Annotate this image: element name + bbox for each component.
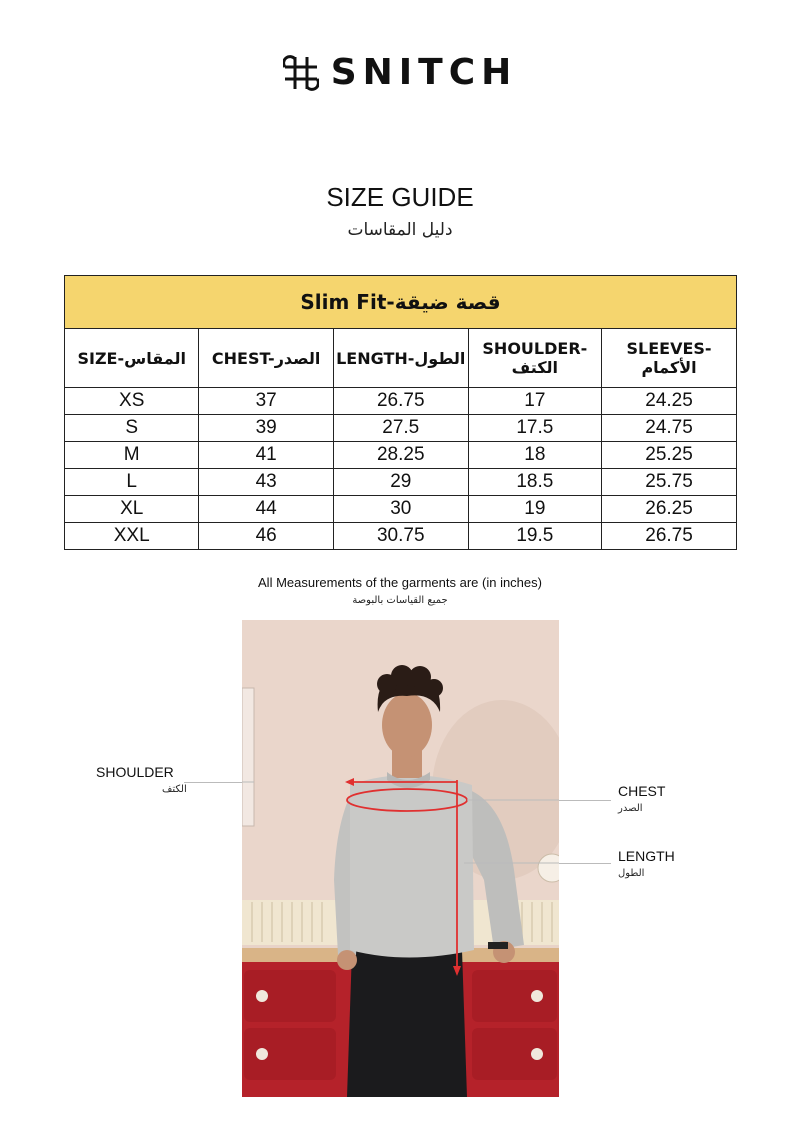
brand-logo: [0, 52, 800, 93]
table-row: [65, 415, 737, 442]
table-row: [65, 442, 737, 469]
snitch-logo-icon: [283, 55, 319, 91]
fit-label: Slim Fit-قصة ضيقة: [65, 276, 737, 329]
page-title: SIZE GUIDE: [326, 182, 474, 212]
cell-shoulder: 19: [468, 496, 601, 523]
cell-sleeves: 26.25: [602, 496, 737, 523]
length-pointer-line: [559, 863, 611, 864]
column-header-row: [65, 329, 737, 388]
cell-size: S: [65, 415, 199, 442]
cell-chest: 39: [199, 415, 333, 442]
measurement-note-arabic: جميع القياسات بالبوصة: [352, 595, 448, 606]
cell-shoulder: 17.5: [468, 415, 601, 442]
table-row: [65, 469, 737, 496]
cell-chest: 43: [199, 469, 333, 496]
cell-size: L: [65, 469, 199, 496]
column-header-chest: CHEST-الصدر: [199, 329, 333, 388]
cell-length: 30: [333, 496, 468, 523]
cell-length: 29: [333, 469, 468, 496]
column-header-sleeves: SLEEVES- الأكمام: [602, 329, 737, 388]
cell-length: 30.75: [333, 523, 468, 550]
model-photo: [242, 620, 559, 1097]
shoulder-pointer-line: [184, 782, 242, 783]
length-label: LENGTH: [618, 848, 675, 864]
brand-name: SNITCH: [330, 52, 518, 93]
table-row: [65, 388, 737, 415]
page-title-arabic: دليل المقاسات: [347, 220, 453, 240]
shoulder-label-arabic: الكتف: [162, 784, 187, 795]
cell-shoulder: 18: [468, 442, 601, 469]
column-header-length: LENGTH-الطول: [333, 329, 468, 388]
model-illustration: [242, 620, 559, 1097]
cell-length: 26.75: [333, 388, 468, 415]
cell-chest: 37: [199, 388, 333, 415]
cell-shoulder: 17: [468, 388, 601, 415]
table-row: [65, 523, 737, 550]
measurement-note: All Measurements of the garments are (in inches): [258, 575, 542, 590]
chest-label: CHEST: [618, 783, 666, 799]
cell-size: XS: [65, 388, 199, 415]
cell-chest: 46: [199, 523, 333, 550]
fit-header-row: [65, 276, 737, 329]
chest-pointer-line: [559, 800, 611, 801]
column-header-shoulder: SHOULDER- الكتف: [468, 329, 601, 388]
shoulder-label: SHOULDER: [96, 764, 174, 780]
chest-label-arabic: الصدر: [618, 803, 643, 814]
length-label-arabic: الطول: [618, 868, 645, 879]
cell-sleeves: 24.75: [602, 415, 737, 442]
cell-sleeves: 25.25: [602, 442, 737, 469]
cell-sleeves: 25.75: [602, 469, 737, 496]
column-header-size: SIZE-المقاس: [65, 329, 199, 388]
size-table: [64, 275, 737, 550]
table-row: [65, 496, 737, 523]
cell-chest: 41: [199, 442, 333, 469]
cell-shoulder: 19.5: [468, 523, 601, 550]
cell-size: XL: [65, 496, 199, 523]
cell-chest: 44: [199, 496, 333, 523]
cell-size: XXL: [65, 523, 199, 550]
cell-length: 27.5: [333, 415, 468, 442]
cell-size: M: [65, 442, 199, 469]
cell-length: 28.25: [333, 442, 468, 469]
cell-shoulder: 18.5: [468, 469, 601, 496]
cell-sleeves: 26.75: [602, 523, 737, 550]
cell-sleeves: 24.25: [602, 388, 737, 415]
